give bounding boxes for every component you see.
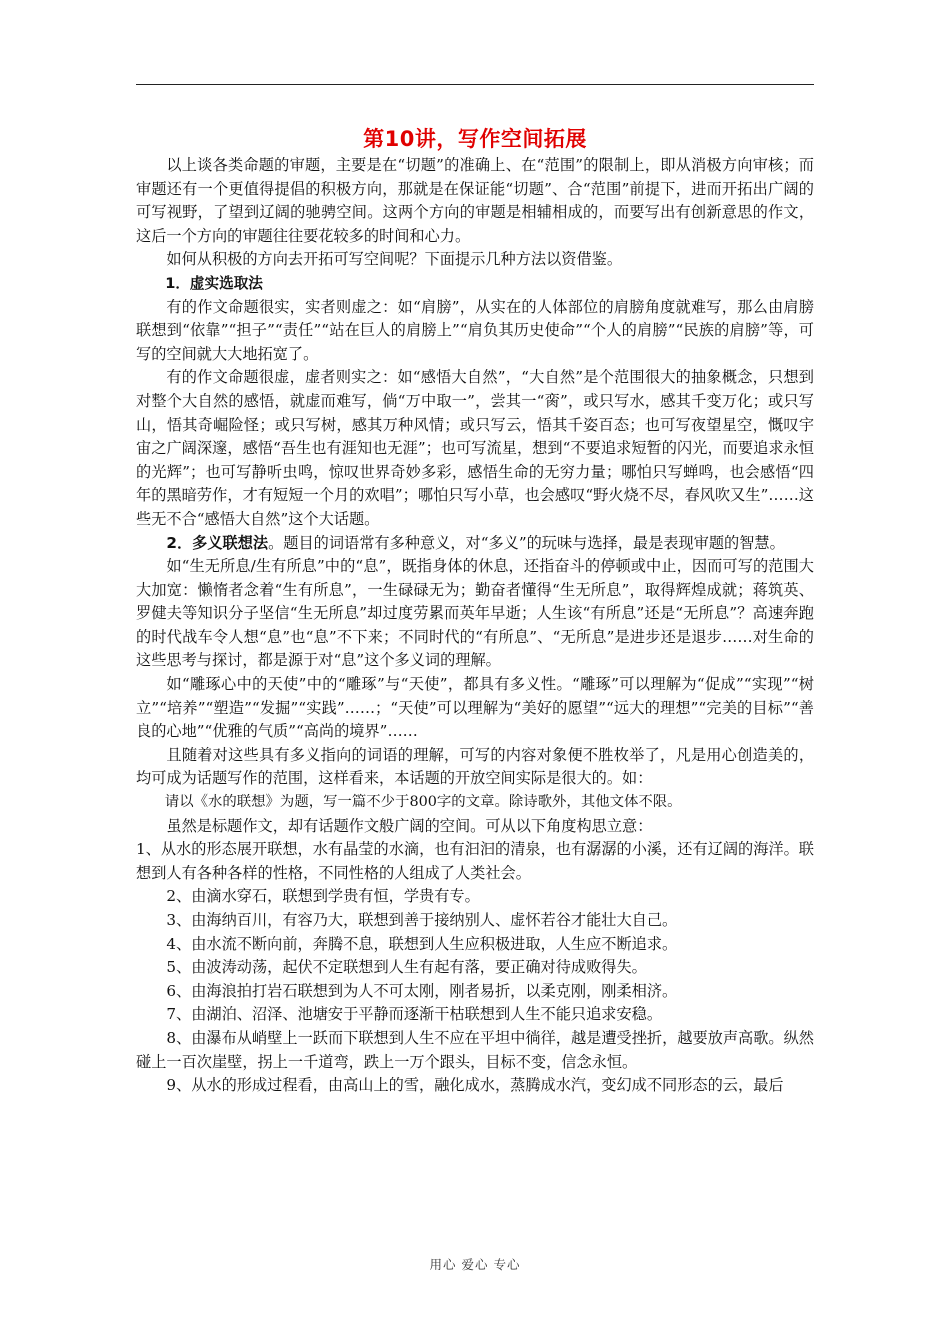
section-heading-text: 。题目的词语常有多种意义，对“多义”的玩味与选择，最是表现审题的智慧。: [268, 533, 785, 552]
list-item: 3、由海纳百川，有容乃大，联想到善于接纳别人、虚怀若谷才能壮大自己。: [166, 911, 678, 929]
list-item: 6、由海浪拍打岩石联想到为人不可太刚，刚者易折，以柔克刚，刚柔相济。: [166, 981, 678, 1000]
header-rule: [136, 84, 814, 85]
document-body: [136, 118, 814, 1098]
intro-paragraph: 以上谈各类命题的审题，主要是在“切题”的准确上、在“范围”的限制上，即从消极方向审核；而审题还有一个更值得提倡的积极方向，那就是在保证能“切题”、合“范围”前提下，进而开拓出广阔的可写视野，了望到辽阔的驰骋空间。这两个方向的审题是相辅相成的，而要写出有创新意思的作文，这后一个方向的审题往往要花较多的时间和心力。: [136, 156, 814, 245]
list-item: 4、由水流不断向前，奔腾不息，联想到人生应积极进取，人生应不断追求。: [166, 934, 678, 953]
section-heading: 1．虚实选取法: [165, 274, 263, 292]
body-paragraph: 且随着对这些具有多义指向的词语的理解，可写的内容对象便不胜枚举了，凡是用心创造美的，均可成为话题写作的范围，这样看来，本话题的开放空间实际是很大的。如：: [136, 745, 814, 788]
list-item: 8、由瀑布从峭壁上一跃而下联想到人生不应在平坦中徜徉，越是遭受挫折，越要放声高歌。纵然碰上一百次崖壁，拐上一千道弯，跌上一万个跟头，目标不变，信念永恒。: [136, 1028, 814, 1071]
page-title: 第10讲，写作空间拓展: [363, 127, 587, 151]
essay-prompt: 请以《水的联想》为题，写一篇不少于800字的文章。除诗歌外，其他文体不限。: [164, 794, 682, 811]
body-paragraph: 如“生无所息/生有所息”中的“息”，既指身体的休息，还指奋斗的停顿或中止，因而可写的范围大大加宽：懒惰者念着“生有所息”，一生碌碌无为；勤奋者懂得“生无所息”，取得辉煌成就；蒋筑英、罗健夫等知识分子坚信“生无所息”却过度劳累而英年早逝；人生该“有所息”还是“无所息”？高速奔跑的时代战车令人想“息”也“息”不下来；不同时代的“有所息”、“无所息”是进步还是退步……对生命的这些思考与探讨，都是源于对“息”这个多义词的理解。: [136, 557, 814, 670]
section-heading: 2．多义联想法: [166, 533, 269, 552]
list-item: 2、由滴水穿石，联想到学贵有恒，学贵有专。: [166, 887, 480, 906]
intro-paragraph: 如何从积极的方向去开拓可写空间呢？下面提示几种方法以资借鉴。: [166, 250, 623, 269]
list-item: 7、由湖泊、沼泽、池塘安于平静而逐渐干枯联想到人生不能只追求安稳。: [166, 1005, 663, 1024]
list-item: 5、由波涛动荡，起伏不定联想到人生有起有落，要正确对待成败得失。: [166, 958, 647, 977]
list-item: 9、从水的形成过程看，由高山上的雪，融化成水，蒸腾成水汽，变幻成不同形态的云，最后: [166, 1076, 784, 1095]
body-paragraph: 有的作文命题很实，实者则虚之：如“肩膀”，从实在的人体部位的肩膀角度就难写，那么由肩膀联想到“依靠”“担子”“责任”“站在巨人的肩膀上”“肩负其历史使命”“个人的肩膀”“民族的肩膀”等，可写的空间就大大地拓宽了。: [136, 297, 814, 363]
body-paragraph: 如“雕琢心中的天使”中的“雕琢”与“天使”，都具有多义性。“雕琢”可以理解为“促成”“实现”“树立”“培养”“塑造”“发掘”“实践”……；“天使”可以理解为“美好的愿望”“远大的理想”“完美的目标”“善良的心地”“优雅的气质”“高尚的境界”……: [136, 675, 814, 741]
page-footer: 用心 爱心 专心: [429, 1257, 521, 1272]
body-paragraph: 有的作文命题很虚，虚者则实之：如“感悟大自然”，“大自然”是个范围很大的抽象概念，只想到对整个大自然的感悟，就虚而难写，倘“万中取一”，尝其一“脔”，或只写水，感其千变万化；或只写山，悟其奇崛险怪；或只写树，感其万种风情；或只写云，悟其千姿百态；也可写夜望星空，慨叹宇宙之广阔深邃，感悟“吾生也有涯知也无涯”；也可写流星，想到“不要追求短暂的闪光，而要追求永恒的光辉”；也可写静听虫鸣，惊叹世界奇妙多彩，感悟生命的无穷力量；哪怕只写蝉鸣，也会感悟“四年的黑暗劳作，才有短短一个月的欢唱”；哪怕只写小草，也会感叹“野火烧不尽，春风吹又生”……这些无不合“感悟大自然”这个大话题。: [136, 368, 814, 528]
body-paragraph: 虽然是标题作文，却有话题作文般广阔的空间。可从以下角度构思立意：: [166, 816, 653, 835]
list-item: 1、从水的形态展开联想，水有晶莹的水滴，也有汩汩的清泉，也有潺潺的小溪，还有辽阔的海洋。联想到人有各种各样的性格，不同性格的人组成了人类社会。: [136, 840, 814, 882]
section-paragraph: [136, 532, 814, 556]
